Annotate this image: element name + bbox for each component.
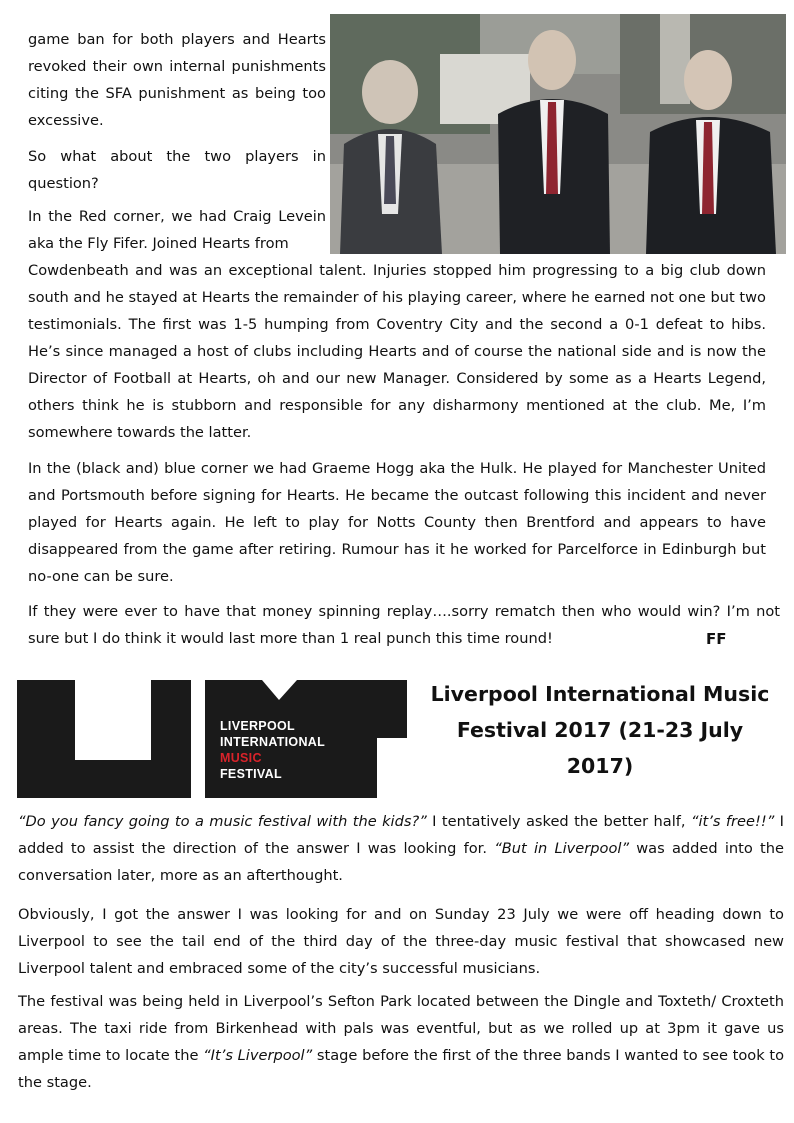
author-signature: FF	[706, 630, 727, 648]
title-line: Festival 2017 (21-23 July	[456, 718, 744, 742]
article-paragraph: If they were ever to have that money spinning replay….sorry rematch then who would win? I’m not sure but I do think it would last more than 1 real punch this time round!	[28, 603, 780, 647]
logo-text-line: INTERNATIONAL	[220, 735, 326, 749]
title-line: Liverpool International Music	[430, 682, 770, 706]
article-paragraph: In the Red corner, we had Craig Levein aka the Fly Fifer. Joined Hearts from	[28, 208, 326, 252]
title-line: 2017)	[566, 754, 634, 778]
festival-logo	[17, 680, 407, 798]
quote: “it’s free!!”	[690, 813, 775, 830]
quote: “But in Liverpool”	[494, 840, 630, 857]
logo-text-line: LIVERPOOL	[220, 719, 295, 733]
article-title	[410, 676, 790, 784]
logo-text-line-accent: MUSIC	[220, 751, 262, 765]
article-paragraph: game ban for both players and Hearts revoked their own internal punishments citing the SFA punishment as being too excessive.	[28, 31, 326, 129]
article-paragraph: “Do you fancy going to a music festival with the kids?” I tentatively asked the better half, “it’s free!!” I added to assist the direction of the answer I was looking for. “But in Liverpool” was added into the conversation later, more as an afterthought.	[18, 813, 784, 884]
article-paragraph: In the (black and) blue corner we had Graeme Hogg aka the Hulk. He played for Manchester United and Portsmouth before signing for Hearts. He became the outcast following this incident and never played for Hearts again. He left to play for Notts County then Brentford and appears to have disappeared from the game after retiring. Rumour has it he worked for Parcelforce in Edinburgh but no-one can be sure.	[28, 460, 766, 585]
article-paragraph: Cowdenbeath and was an exceptional talent. Injuries stopped him progressing to a big club down south and he stayed at Hearts the remainder of his playing career, where he earned not one but two testimonials. The first was 1-5 humping from Coventry City and the second a 0-1 defeat to hibs. He’s since managed a host of clubs including Hearts and of course the national side and is now the Director of Football at Hearts, oh and our new Manager. Considered by some as a Hearts Legend, others think he is stubborn and responsible for any disharmony mentioned at the club. Me, I’m somewhere towards the latter.	[28, 262, 766, 441]
article-paragraph: Obviously, I got the answer I was looking for and on Sunday 23 July we were off heading down to Liverpool to see the tail end of the third day of the three-day music festival that showcased new Liverpool talent and embraced some of the city’s successful musicians.	[18, 906, 784, 977]
quote: “Do you fancy going to a music festival with the kids?”	[18, 813, 427, 830]
article-paragraph: So what about the two players in question?	[28, 148, 326, 192]
article-paragraph: The festival was being held in Liverpool’s Sefton Park located between the Dingle and Toxteth/ Croxteth areas. The taxi ride from Birkenhead with pals was eventful, but as we rolled up at 3pm it gave us ample time to locate the “It’s Liverpool” stage before the first of the three bands I wanted to see took to the stage.	[18, 993, 784, 1091]
quote: “It’s Liverpool”	[203, 1047, 313, 1064]
players-photo	[330, 14, 786, 254]
logo-text-line: FESTIVAL	[220, 767, 282, 781]
